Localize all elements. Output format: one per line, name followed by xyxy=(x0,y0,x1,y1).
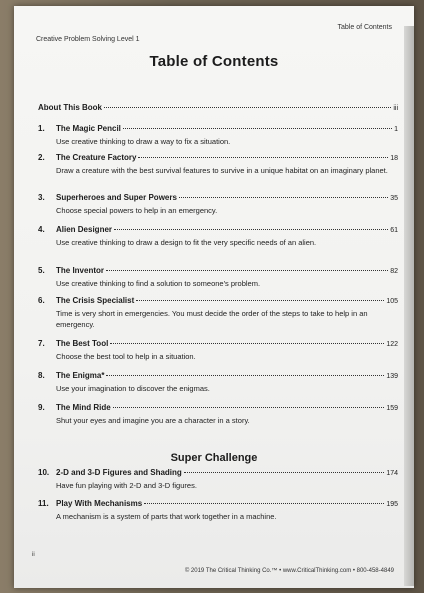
dot-leader xyxy=(110,343,384,344)
toc-entry-description: Choose the best tool to help in a situation. xyxy=(56,352,196,361)
running-header-left: Creative Problem Solving Level 1 xyxy=(36,36,140,43)
page-number: ii xyxy=(32,552,35,558)
toc-entry-label: Superheroes and Super Powers xyxy=(56,193,177,202)
dot-leader xyxy=(113,407,385,408)
toc-entry-number: 9. xyxy=(38,403,45,412)
toc-entry-number: 7. xyxy=(38,339,45,348)
toc-entry-number: 10. xyxy=(38,468,50,477)
toc-entry-number: 2. xyxy=(38,153,45,162)
toc-entry-7 xyxy=(38,339,398,362)
dot-leader xyxy=(179,197,388,198)
page-edge xyxy=(404,26,414,586)
toc-entry-1 xyxy=(38,124,398,147)
toc-entry-9 xyxy=(38,403,398,426)
section-heading-super-challenge: Super Challenge xyxy=(170,452,258,464)
toc-entry-3 xyxy=(38,193,398,216)
toc-entry-2 xyxy=(38,153,398,176)
toc-entry-number: 5. xyxy=(38,266,45,275)
toc-entry-label: The Inventor xyxy=(56,266,105,275)
toc-entry-number: 11. xyxy=(38,499,49,508)
toc-entry-label: The Crisis Specialist xyxy=(56,296,135,305)
toc-entry-description: A mechanism is a system of parts that work together in a machine. xyxy=(56,512,277,521)
toc-page-number: 139 xyxy=(386,373,398,380)
page-title: Table of Contents xyxy=(149,53,279,70)
toc-entry-description: Use creative thinking to draw a design to fit the very specific needs of an alien. xyxy=(56,238,317,247)
dot-leader xyxy=(144,503,384,504)
toc-entry-description: Use your imagination to discover the enigmas. xyxy=(56,384,210,393)
toc-entry-5 xyxy=(38,266,398,289)
toc-page-number: 105 xyxy=(386,298,398,305)
toc-page-number: 82 xyxy=(390,268,398,275)
toc-entry-label: The Magic Pencil xyxy=(56,124,121,133)
toc-entry-6 xyxy=(38,296,398,330)
toc-entry-description: Use creative thinking to draw a way to fix a situation. xyxy=(56,137,231,146)
dot-leader xyxy=(123,128,392,129)
toc-entry-label: The Best Tool xyxy=(56,339,109,348)
dot-leader xyxy=(104,107,391,108)
book-page xyxy=(14,6,414,588)
toc-entry-label: Alien Designer xyxy=(56,225,113,234)
toc-entry-about xyxy=(38,103,398,112)
toc-page-number: 1 xyxy=(394,126,398,133)
toc-entry-11 xyxy=(38,499,398,522)
toc-entry-label: The Creature Factory xyxy=(56,153,137,162)
toc-entry-description: Time is very short in emergencies. You must decide the order of the steps to take to help in an emergency. xyxy=(56,309,368,329)
toc-page-number: 159 xyxy=(386,405,398,412)
toc-page-number: 35 xyxy=(390,195,398,202)
toc-page-number: 61 xyxy=(390,227,398,234)
toc-entry-number: 6. xyxy=(38,296,45,305)
toc-page-number: 122 xyxy=(386,341,398,348)
dot-leader xyxy=(106,375,384,376)
toc-entry-label: 2-D and 3-D Figures and Shading xyxy=(56,468,182,477)
toc-entry-description: Choose special powers to help in an emergency. xyxy=(56,206,218,215)
toc-entry-label: About This Book xyxy=(38,103,102,112)
toc-entry-label: The Enigma* xyxy=(56,371,105,380)
copyright-footer: © 2019 The Critical Thinking Co.™ • www.CriticalThinking.com • 800-458-4849 xyxy=(184,568,394,574)
toc-page-number: 18 xyxy=(390,155,398,162)
toc-entry-8 xyxy=(38,371,398,394)
toc-page-number: iii xyxy=(393,105,398,112)
toc-entry-4 xyxy=(38,225,398,248)
toc-entry-description: Draw a creature with the best survival features to survive in a unique habitat on an imaginary planet. xyxy=(56,166,388,175)
dot-leader xyxy=(184,472,385,473)
toc-entry-number: 8. xyxy=(38,371,45,380)
dot-leader xyxy=(114,229,388,230)
toc-entry-number: 4. xyxy=(38,225,45,234)
toc-entry-description: Shut your eyes and imagine you are a character in a story. xyxy=(56,416,250,425)
dot-leader xyxy=(136,300,384,301)
toc-page-number: 174 xyxy=(386,470,398,477)
dot-leader xyxy=(138,157,388,158)
toc-page-number: 195 xyxy=(386,501,398,508)
toc-entry-10 xyxy=(38,468,398,491)
toc-entry-label: Play With Mechanisms xyxy=(56,499,143,508)
running-header-right: Table of Contents xyxy=(337,24,392,31)
toc-entry-number: 3. xyxy=(38,193,45,202)
dot-leader xyxy=(106,270,388,271)
toc-entry-description: Use creative thinking to find a solution to someone's problem. xyxy=(56,279,261,288)
toc-entry-number: 1. xyxy=(38,124,45,133)
toc-entry-description: Have fun playing with 2-D and 3-D figures. xyxy=(56,481,197,490)
toc-entry-label: The Mind Ride xyxy=(56,403,111,412)
